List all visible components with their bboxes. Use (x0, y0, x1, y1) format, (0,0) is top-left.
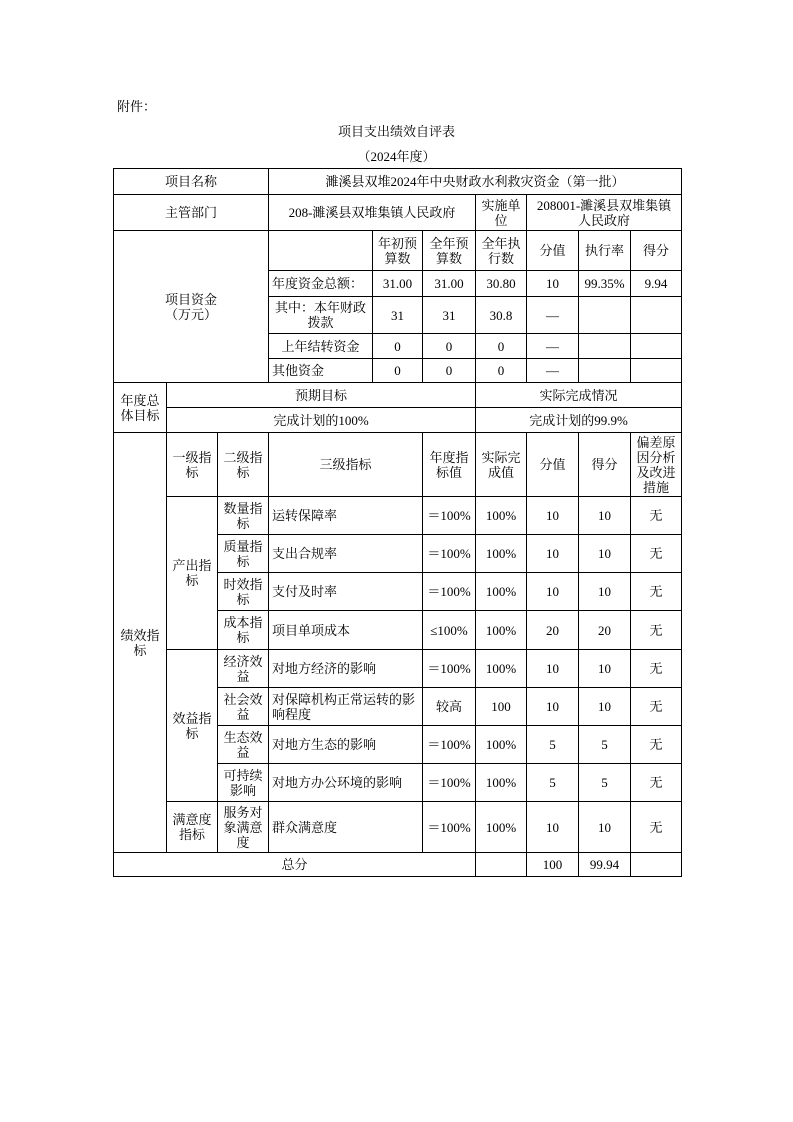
perf-level3: 对地方办公环境的影响 (268, 763, 423, 802)
perf-score-value: 10 (526, 572, 579, 611)
funds-cell: — (526, 296, 579, 334)
funds-header-exec-rate: 执行率 (578, 230, 631, 271)
project-name-label: 项目名称 (113, 168, 269, 195)
perf-score-value: 10 (526, 649, 579, 688)
perf-score: 10 (578, 687, 631, 726)
perf-score-value: 10 (526, 534, 579, 573)
funds-cell (630, 333, 682, 359)
funds-header-blank (268, 230, 373, 271)
perf-deviation: 无 (630, 534, 682, 573)
perf-level2: 服务对象满意度 (217, 801, 269, 853)
funds-cell (578, 333, 631, 359)
impl-label: 实施单位 (475, 194, 527, 231)
funds-cell: 30.8 (475, 296, 527, 334)
dept-label: 主管部门 (113, 194, 269, 231)
funds-label: 项目资金（万元） (164, 291, 217, 322)
perf-level2: 质量指标 (217, 534, 269, 573)
perf-score-value: 20 (526, 610, 579, 650)
funds-cell (578, 358, 631, 383)
dept-value: 208-濉溪县双堆集镇人民政府 (268, 194, 476, 231)
perf-level3: 群众满意度 (268, 801, 423, 853)
total-score-value: 100 (526, 852, 579, 877)
perf-actual: 100% (475, 763, 527, 802)
perf-target: ＝100% (422, 649, 476, 688)
perf-header-deviation: 偏差原因分析及改进措施 (630, 432, 682, 497)
perf-level2: 经济效益 (217, 649, 269, 688)
perf-deviation: 无 (630, 649, 682, 688)
document-title: 项目支出绩效自评表 (337, 124, 455, 139)
funds-cell: 0 (475, 358, 527, 383)
year-label: （2024年度） (357, 149, 436, 164)
funds-header-initial-budget: 年初预算数 (372, 230, 423, 271)
perf-level2: 成本指标 (217, 610, 269, 650)
funds-row-label: 年度资金总额： (268, 270, 373, 297)
perf-header-score: 得分 (578, 432, 631, 497)
perf-score: 10 (578, 496, 631, 535)
funds-cell: 0 (475, 333, 527, 359)
perf-target: ＝100% (422, 801, 476, 853)
perf-score-value: 10 (526, 687, 579, 726)
perf-deviation: 无 (630, 496, 682, 535)
perf-score: 10 (578, 801, 631, 853)
total-blank (630, 852, 682, 877)
perf-level3: 支出合规率 (268, 534, 423, 573)
perf-score: 5 (578, 725, 631, 764)
perf-header-actual: 实际完成值 (475, 432, 527, 497)
project-name: 濉溪县双堆2024年中央财政水利救灾资金（第一批） (268, 168, 682, 195)
perf-actual: 100% (475, 610, 527, 650)
perf-deviation: 无 (630, 687, 682, 726)
perf-score-value: 10 (526, 496, 579, 535)
perf-group-level1: 满意度指标 (166, 801, 218, 853)
perf-level2: 数量指标 (217, 496, 269, 535)
perf-target: ＝100% (422, 572, 476, 611)
funds-cell: 0 (422, 333, 476, 359)
perf-score: 5 (578, 763, 631, 802)
funds-cell: 0 (372, 358, 423, 383)
perf-level2: 社会效益 (217, 687, 269, 726)
perf-deviation: 无 (630, 725, 682, 764)
perf-score-value: 5 (526, 763, 579, 802)
perf-level2: 时效指标 (217, 572, 269, 611)
funds-cell: 31 (422, 296, 476, 334)
funds-cell: 99.35% (578, 270, 631, 297)
funds-cell: 0 (422, 358, 476, 383)
perf-level3: 对地方生态的影响 (268, 725, 423, 764)
funds-cell: 10 (526, 270, 579, 297)
perf-header-target: 年度指标值 (422, 432, 476, 497)
perf-deviation: 无 (630, 572, 682, 611)
total-score: 99.94 (578, 852, 631, 877)
perf-score-value: 5 (526, 725, 579, 764)
perf-actual: 100% (475, 649, 527, 688)
perf-group-level1: 效益指标 (166, 649, 218, 802)
perf-actual: 100% (475, 725, 527, 764)
perf-level3: 支付及时率 (268, 572, 423, 611)
perf-actual: 100% (475, 534, 527, 573)
funds-cell (630, 296, 682, 334)
funds-header-annual-budget: 全年预算数 (422, 230, 476, 271)
funds-cell: 9.94 (630, 270, 682, 297)
perf-actual: 100% (475, 572, 527, 611)
perf-score: 20 (578, 610, 631, 650)
funds-cell: 0 (372, 333, 423, 359)
perf-deviation: 无 (630, 763, 682, 802)
funds-row-label: 上年结转资金 (268, 333, 373, 359)
funds-cell: 31.00 (422, 270, 476, 297)
funds-cell: 30.80 (475, 270, 527, 297)
perf-level2: 可持续影响 (217, 763, 269, 802)
perf-target: ＝100% (422, 763, 476, 802)
perf-actual: 100 (475, 687, 527, 726)
perf-level3: 运转保障率 (268, 496, 423, 535)
goals-actual-label: 实际完成情况 (475, 382, 682, 408)
perf-target: ＝100% (422, 496, 476, 535)
perf-header-level3: 三级指标 (268, 432, 423, 497)
goals-label: 年度总体目标 (113, 382, 167, 433)
perf-score: 10 (578, 534, 631, 573)
performance-label: 绩效指标 (113, 432, 167, 853)
perf-target: ＝100% (422, 534, 476, 573)
perf-level3: 对地方经济的影响 (268, 649, 423, 688)
funds-cell (578, 296, 631, 334)
total-blank (475, 852, 527, 877)
perf-actual: 100% (475, 801, 527, 853)
perf-level2: 生态效益 (217, 725, 269, 764)
perf-header-score-value: 分值 (526, 432, 579, 497)
funds-cell: 31.00 (372, 270, 423, 297)
funds-header-score-value: 分值 (526, 230, 579, 271)
perf-target: 较高 (422, 687, 476, 726)
perf-target: ≤100% (422, 610, 476, 650)
attachment-label: 附件： (117, 99, 157, 114)
funds-header-executed: 全年执行数 (475, 230, 527, 271)
perf-score: 10 (578, 572, 631, 611)
perf-score-value: 10 (526, 801, 579, 853)
perf-target: ＝100% (422, 725, 476, 764)
funds-cell: 31 (372, 296, 423, 334)
goals-expected-label: 预期目标 (166, 382, 476, 408)
perf-header-level2: 二级指标 (217, 432, 269, 497)
impl-value: 208001-濉溪县双堆集镇人民政府 (526, 194, 682, 231)
funds-label-cell (113, 230, 269, 383)
total-label: 总分 (113, 852, 476, 877)
funds-cell: — (526, 333, 579, 359)
perf-deviation: 无 (630, 610, 682, 650)
perf-header-level1: 一级指标 (166, 432, 218, 497)
perf-score: 10 (578, 649, 631, 688)
perf-group-level1: 产出指标 (166, 496, 218, 650)
funds-cell: — (526, 358, 579, 383)
goals-expected: 完成计划的100% (166, 407, 476, 433)
perf-level3: 项目单项成本 (268, 610, 423, 650)
perf-level3: 对保障机构正常运转的影响程度 (268, 687, 423, 726)
funds-row-label: 其他资金 (268, 358, 373, 383)
funds-cell (630, 358, 682, 383)
perf-actual: 100% (475, 496, 527, 535)
funds-header-score: 得分 (630, 230, 682, 271)
funds-row-label: 其中：本年财政拨款 (268, 296, 373, 334)
goals-actual: 完成计划的99.9% (475, 407, 682, 433)
perf-deviation: 无 (630, 801, 682, 853)
